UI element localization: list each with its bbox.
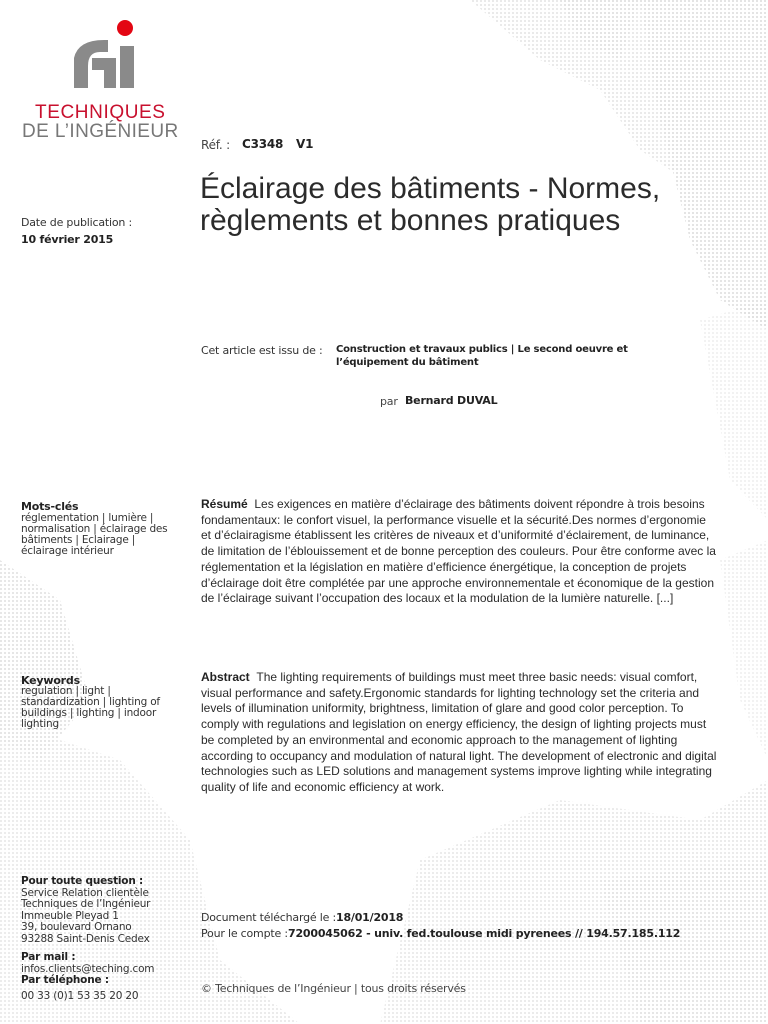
contact-line: 39, boulevard Ornano <box>21 921 132 933</box>
account-label: Pour le compte : <box>201 927 288 940</box>
copyright: © Techniques de l’Ingénieur | tous droits réservés <box>201 982 466 995</box>
download-date-label: Document téléchargé le : <box>201 911 336 924</box>
logo-text-techniques: TECHNIQUES <box>35 102 166 123</box>
contact-phone-heading: Par téléphone : <box>21 974 109 986</box>
contact-line: Immeuble Pleyad 1 <box>21 909 119 922</box>
contact-line: Techniques de l’Ingénieur <box>21 898 151 910</box>
source-label: Cet article est issu de : <box>201 344 323 357</box>
contact-line: Service Relation clientèle <box>21 886 149 899</box>
account-value: 7200045062 - univ. fed.toulouse midi pyrenees // 194.57.185.112 <box>288 927 681 940</box>
publication-date-label: Date de publication : <box>21 216 132 229</box>
logo-text-ingenieur: DE L’INGÉNIEUR <box>22 121 179 142</box>
abstract-paragraph <box>201 670 719 796</box>
contact-mail-link[interactable]: infos.clients@teching.com <box>21 962 155 975</box>
keywords-en-text: regulation | light | standardization | lighting of buildings | lighting | indoor lighting <box>21 685 160 730</box>
download-date: 18/01/2018 <box>336 911 404 924</box>
reference-label: Réf. : <box>201 138 231 152</box>
keywords-fr-heading: Mots-clés <box>21 500 79 513</box>
contact-phone: 00 33 (0)1 53 35 20 20 <box>21 989 139 1002</box>
article-title: Éclairage des bâtiments - Normes, règlements et bonnes pratiques <box>200 172 661 237</box>
resume-heading: Résumé <box>201 497 248 511</box>
contact-block <box>21 876 191 1002</box>
contact-mail-heading: Par mail : <box>21 951 76 963</box>
reference-version: V1 <box>296 137 314 151</box>
publication-date: 10 février 2015 <box>21 233 114 246</box>
logo-mark <box>70 18 140 98</box>
source-link[interactable]: Construction et travaux publics | Le second oeuvre et l’équipement du bâtiment <box>336 344 628 368</box>
contact-question-heading: Pour toute question : <box>21 875 144 887</box>
resume-paragraph <box>201 497 719 607</box>
author-name: Bernard DUVAL <box>405 394 498 407</box>
keywords-en-heading: Keywords <box>21 674 80 687</box>
reference-code: C3348 <box>242 137 284 151</box>
author-label: par <box>380 395 398 408</box>
resume-text: Les exigences en matière d’éclairage des bâtiments doivent répondre à trois besoins fondamentaux: le confort visuel, la performance visuelle et la sécurité.Des normes d’ergonomie et d’éclairagisme établissent les critères de niveaux et d’uniformité d’éclairement, de luminance, de limitation de l’éblouissement et de bonne perception des couleurs. Pour être conforme avec la réglementation et la législation en matière d’efficience énergétique, la conception de projets d’éclairage doit être complétée par une approche environnementale et économique de la gestion de l’éclairage suivant l’occupation des locaux et la modulation de la lumière naturelle. [...] <box>201 497 716 606</box>
abstract-text: The lighting requirements of buildings must meet three basic needs: visual comfort, visual performance and safety.Ergonomic standards for lighting technology set the criteria and levels of illumination uniformity, brightness, limitation of glare and good color perception. To comply with regulations and legislation on energy efficiency, the design of lighting projects must be completed by an environmental and economic approach to the management of lighting according to occupancy and modulation of natural light. The development of electronic and digital technologies such as LED solutions and management systems improve lighting while integrating quality of life and economic efficiency at work. <box>201 670 717 794</box>
abstract-heading: Abstract <box>201 670 250 684</box>
contact-line: 93288 Saint-Denis Cedex <box>21 932 150 945</box>
keywords-fr-text: réglementation | lumière | normalisation | éclairage des bâtiments | Eclairage | éclairage intérieur <box>21 512 168 557</box>
